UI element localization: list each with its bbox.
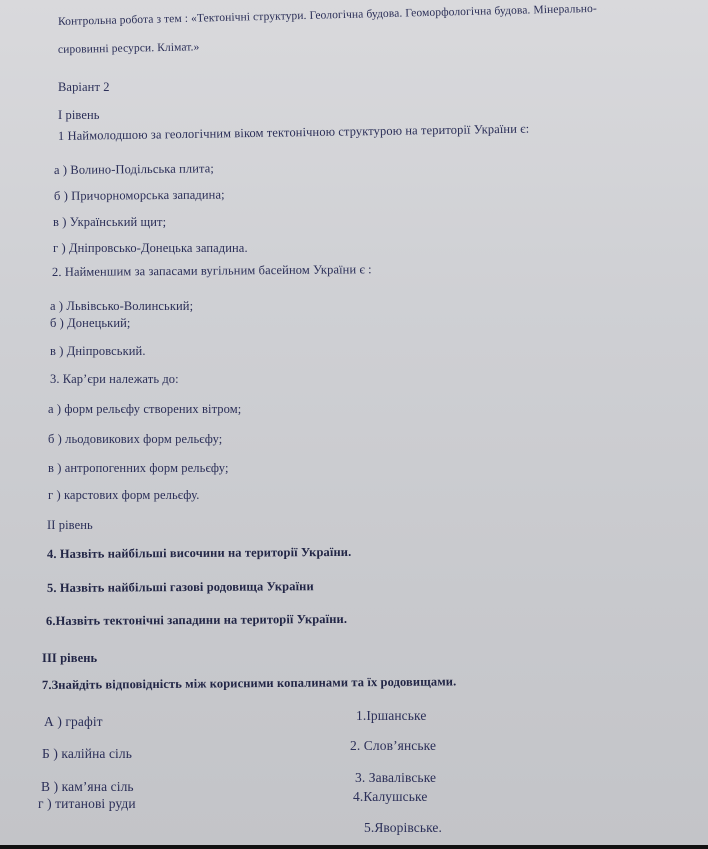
- q3-question: 3. Кар’єри належать до:: [50, 372, 179, 386]
- q2-question: 2. Найменшим за запасами вугільним басейном України є :: [51, 262, 372, 279]
- variant-label: Варіант 2: [58, 80, 110, 94]
- level-3-heading: ІІІ рівень: [42, 651, 98, 665]
- q2-option-a: а ) Львівсько-Волинський;: [50, 299, 194, 313]
- q1-option-a: а ) Волино-Подільська плита;: [53, 161, 215, 177]
- header-line-2: сировинні ресурси. Клімат.»: [57, 41, 200, 56]
- q7-question: 7.Знайдіть відповідність між корисними копалинами та їх родовищами.: [41, 674, 457, 692]
- q7-right-4: 4.Калушське: [353, 789, 428, 804]
- q3-option-d: г ) карстових форм рельєфу.: [48, 488, 200, 502]
- q7-right-5: 5.Яворівське.: [364, 820, 442, 835]
- q3-option-a: а ) форм рельєфу створених вітром;: [48, 402, 242, 416]
- q1-option-b: б ) Причорноморська западина;: [53, 187, 225, 203]
- q5-question: 5. Назвіть найбільші газові родовища України: [46, 579, 314, 595]
- q4-question: 4. Назвіть найбільші височини на території України.: [46, 544, 352, 561]
- q2-option-b: б ) Донецький;: [50, 316, 131, 330]
- q7-right-2: 2. Слов’янське: [350, 738, 437, 753]
- q1-option-d: г ) Дніпровсько-Донецька западина.: [53, 241, 248, 255]
- q2-option-c: в ) Дніпровський.: [50, 344, 146, 358]
- q7-left-c: В ) кам’яна сіль: [41, 779, 134, 794]
- level-2-heading: ІІ рівень: [47, 518, 93, 532]
- q7-left-a: А ) графіт: [44, 714, 103, 729]
- q7-right-1: 1.Іршанське: [356, 708, 427, 723]
- q3-option-c: в ) антропогенних форм рельєфу;: [48, 461, 229, 475]
- q1-option-c: в ) Український щит;: [53, 215, 167, 229]
- q6-question: 6.Назвіть тектонічні западини на території України.: [45, 611, 348, 628]
- q3-option-b: б ) льодовикових форм рельєфу;: [48, 432, 223, 446]
- page-bottom-edge: [0, 845, 708, 849]
- q1-question: 1 Наймолодшою за геологічним віком тектонічною структурою на території України є:: [57, 121, 530, 143]
- q7-right-3: 3. Завалівське: [355, 770, 437, 785]
- q7-left-d: г ) титанові руди: [38, 796, 136, 811]
- header-line-1: Контрольна робота з тем : «Тектонічні структури. Геологічна будова. Геоморфологічна будова. Мінерально-: [57, 2, 598, 28]
- level-1-heading: І рівень: [58, 108, 100, 122]
- q7-left-b: Б ) калійна сіль: [42, 746, 133, 761]
